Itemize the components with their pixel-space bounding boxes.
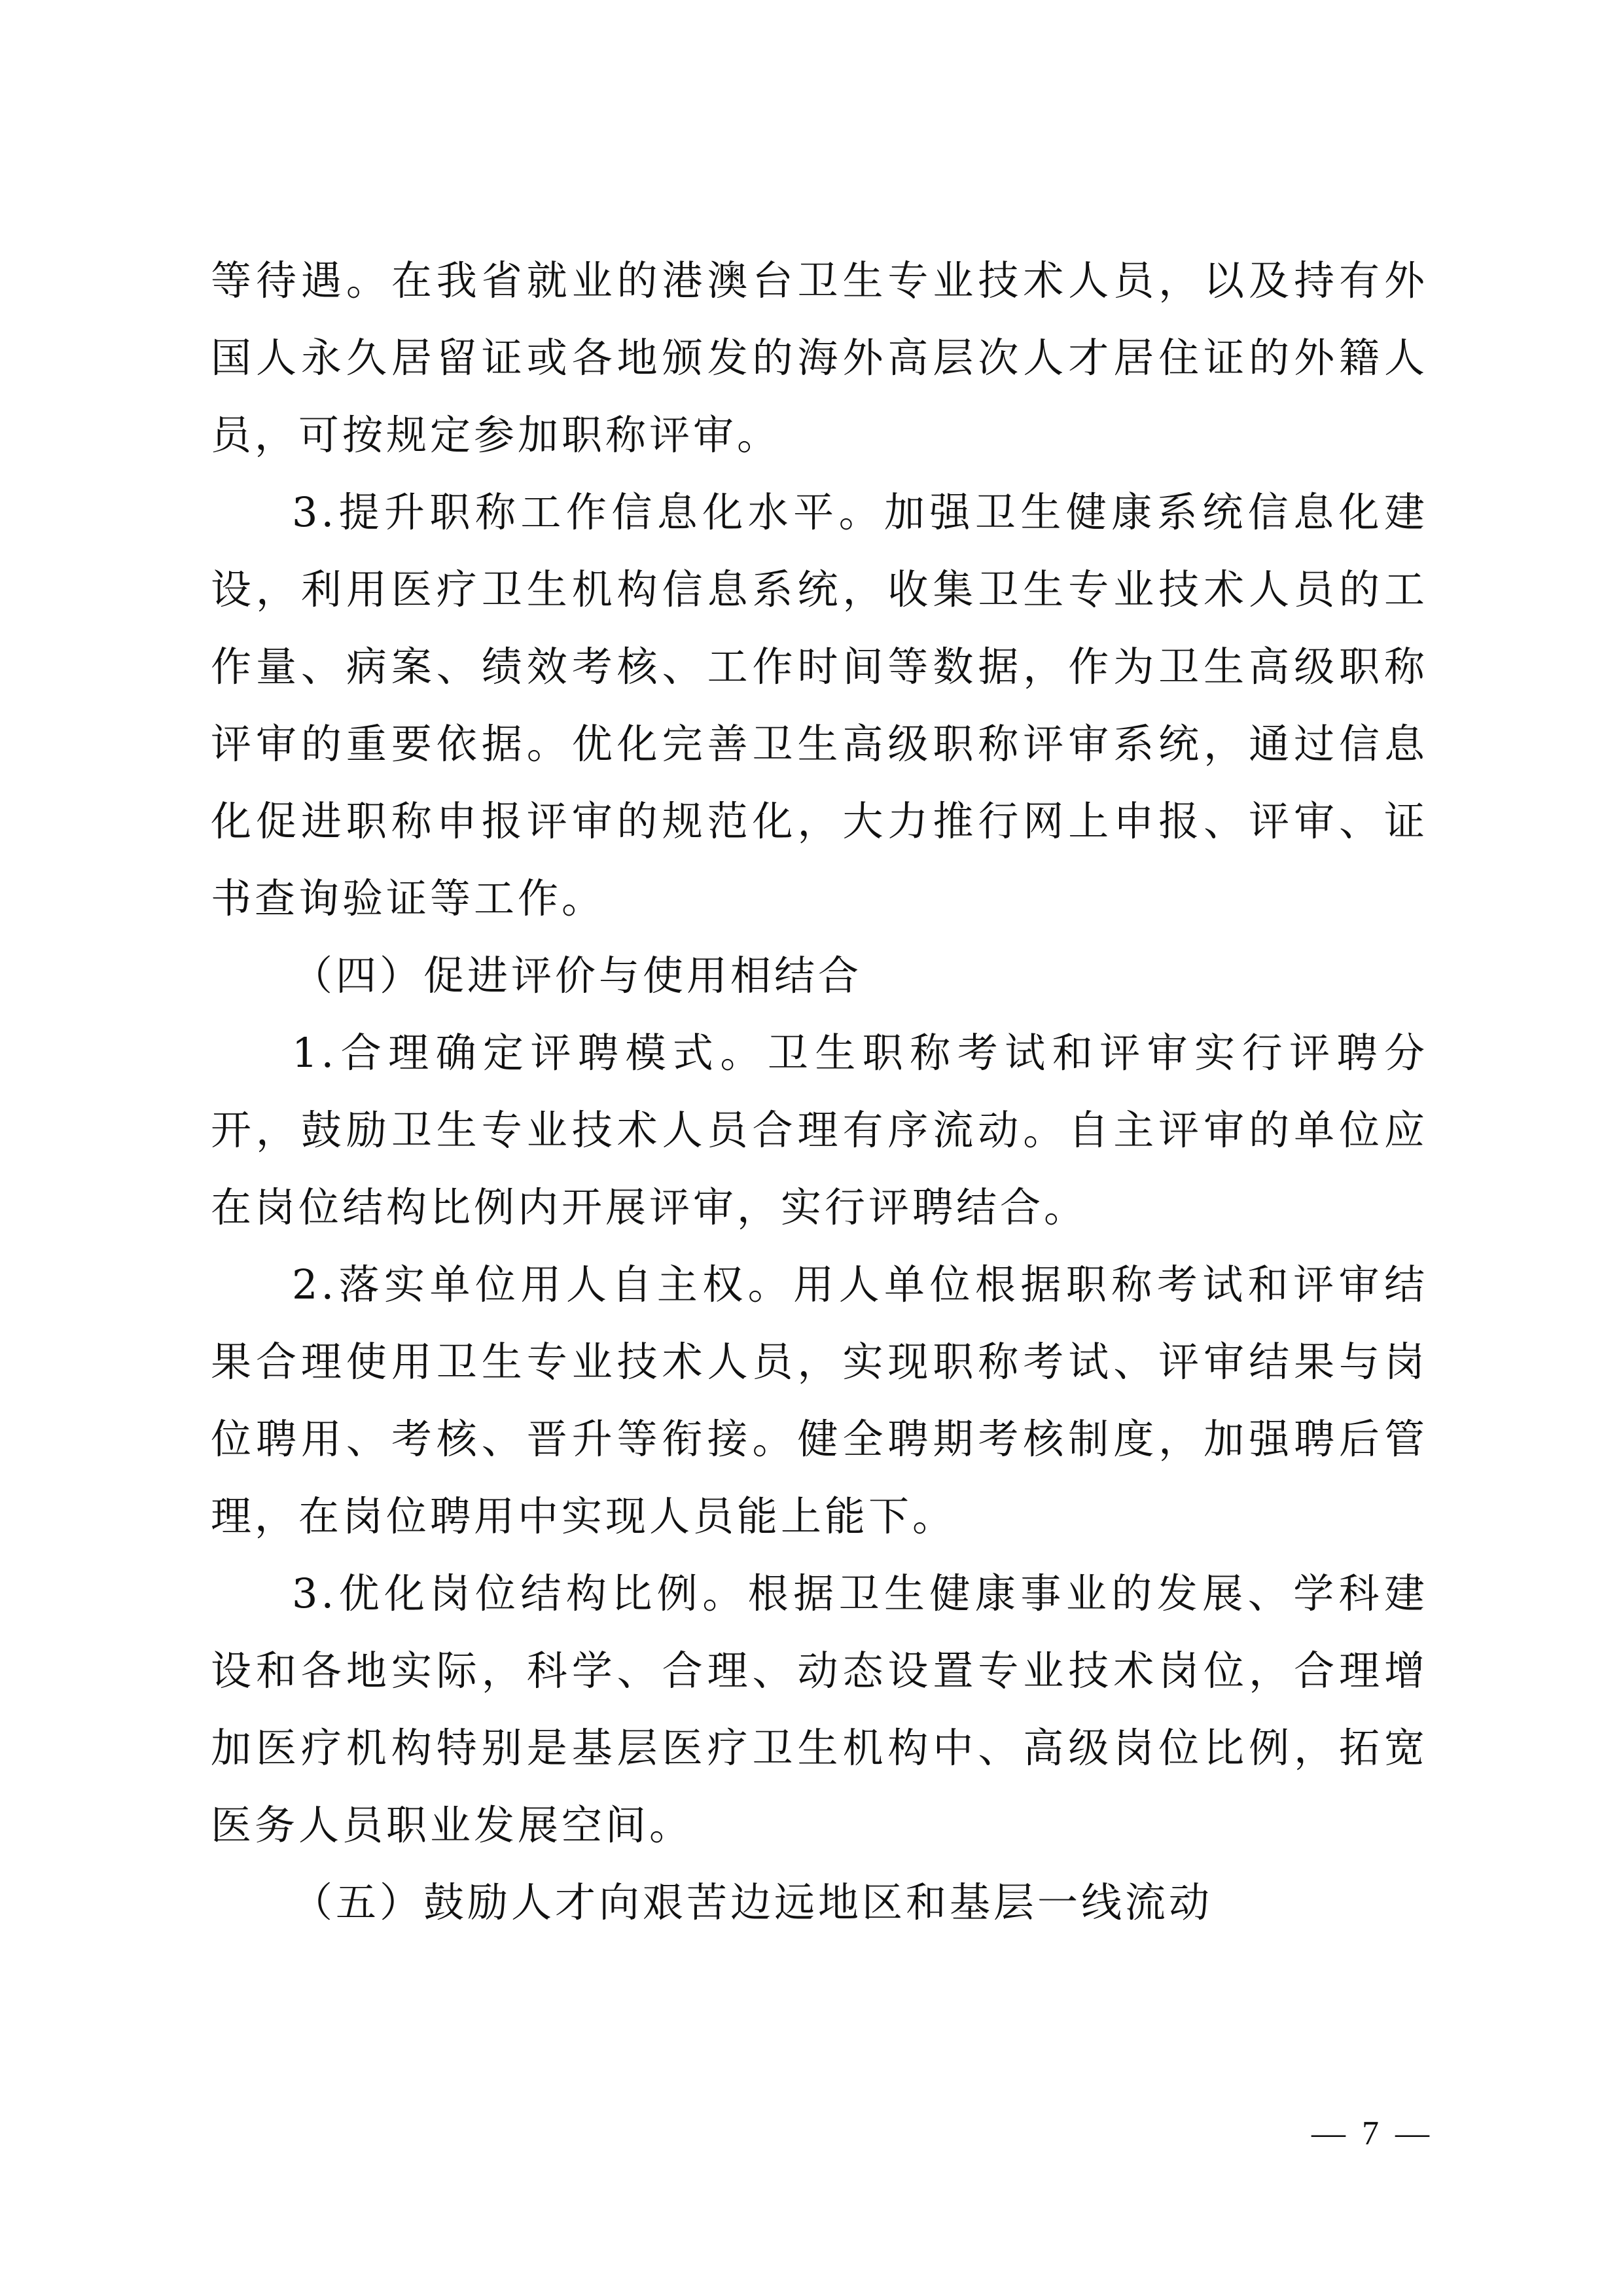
page-number: — 7 — — [1311, 2115, 1433, 2152]
section-heading-5: （五）鼓励人才向艰苦边远地区和基层一线流动 — [292, 1878, 1213, 1926]
paragraph-continuation: 等待遇。在我省就业的港澳台卫生专业技术人员，以及持有外国人永久居留证或各地颁发的海外高层次人才居住证的外籍人员，可按规定参加职称评审。 — [211, 257, 1428, 459]
document-body — [211, 242, 1428, 1941]
paragraph-item-1-appointment-mode: 1.合理确定评聘模式。卫生职称考试和评审实行评聘分开，鼓励卫生专业技术人员合理有序流动。自主评审的单位应在岗位结构比例内开展评审，实行评聘结合。 — [211, 1029, 1428, 1231]
section-heading-4: （四）促进评价与使用相结合 — [292, 952, 863, 999]
paragraph-item-2-employer-autonomy: 2.落实单位用人自主权。用人单位根据职称考试和评审结果合理使用卫生专业技术人员，实现职称考试、评审结果与岗位聘用、考核、晋升等衔接。健全聘期考核制度，加强聘后管理，在岗位聘用中实现人员能上能下。 — [211, 1261, 1428, 1540]
paragraph-item-3-informatization: 3.提升职称工作信息化水平。加强卫生健康系统信息化建设，利用医疗卫生机构信息系统，收集卫生专业技术人员的工作量、病案、绩效考核、工作时间等数据，作为卫生高级职称评审的重要依据。优化完善卫生高级职称评审系统，通过信息化促进职称申报评审的规范化，大力推行网上申报、评审、证书查询验证等工作。 — [211, 488, 1428, 922]
paragraph-item-3-position-structure: 3.优化岗位结构比例。根据卫生健康事业的发展、学科建设和各地实际，科学、合理、动态设置专业技术岗位，合理增加医疗机构特别是基层医疗卫生机构中、高级岗位比例，拓宽医务人员职业发展空间。 — [211, 1570, 1428, 1849]
